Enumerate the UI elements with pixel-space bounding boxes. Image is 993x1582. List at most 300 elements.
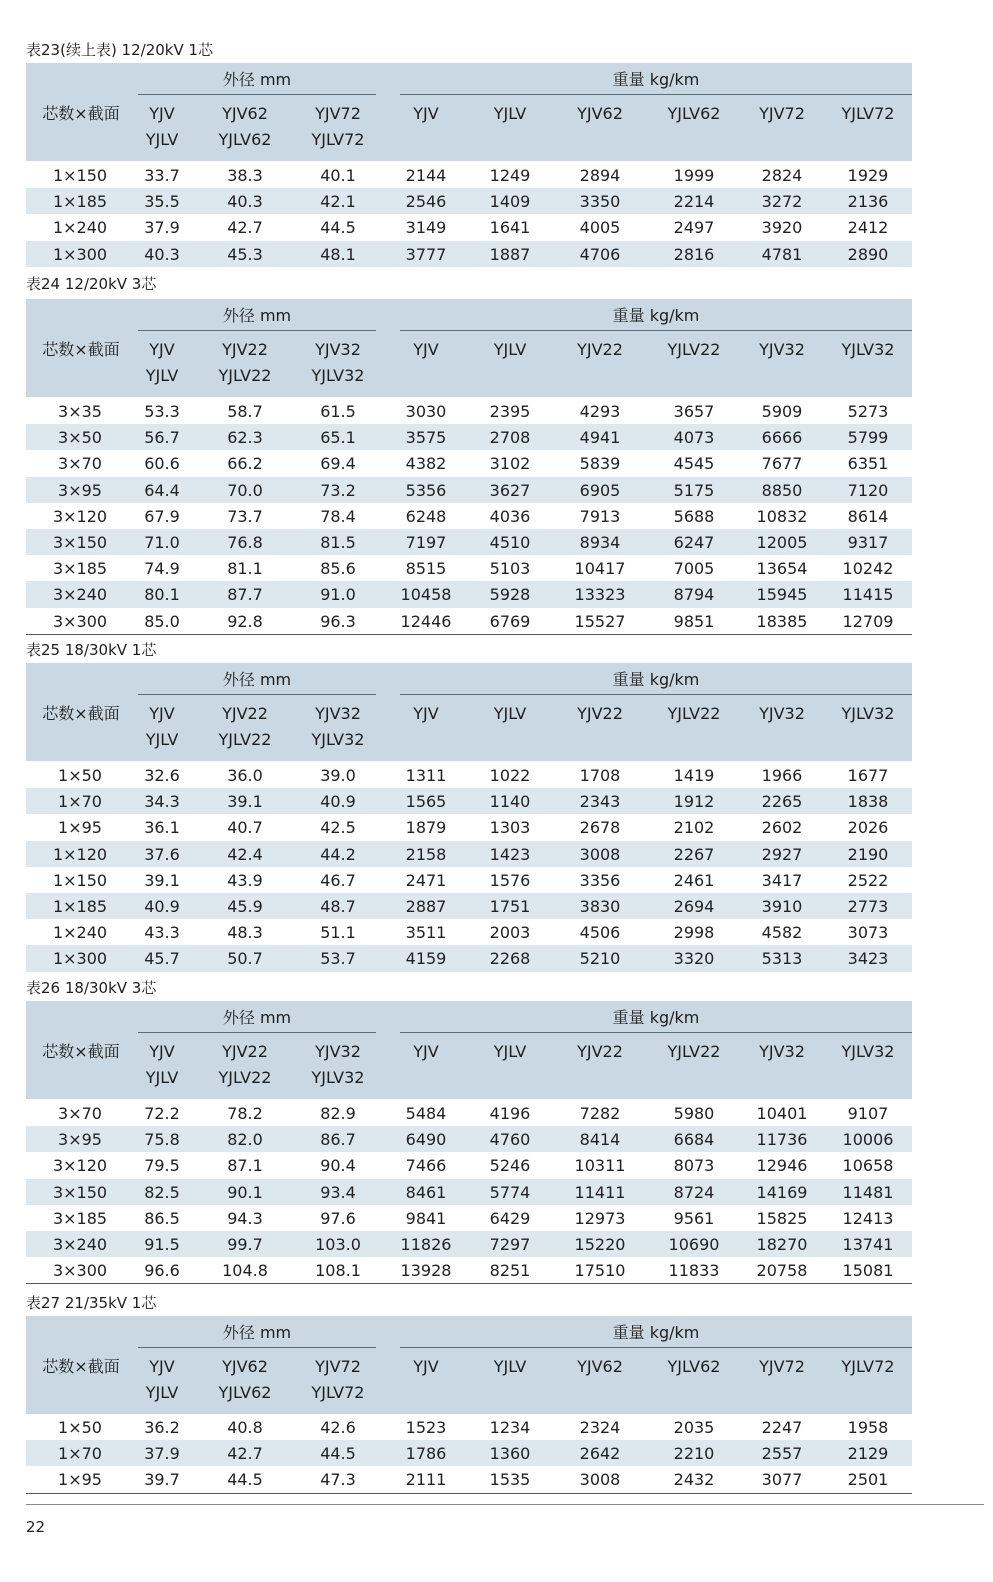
outer-diameter-cell: 40.3 (144, 244, 180, 264)
outer-diameter-cell: 82.0 (227, 1130, 263, 1150)
weight-cell: 2501 (847, 1470, 889, 1490)
weight-group-rule (400, 1032, 912, 1033)
copper-model-label: YJV32 (315, 704, 361, 723)
outer-diameter-cell: 87.1 (227, 1156, 263, 1176)
weight-cell: 4582 (761, 923, 803, 943)
cores-section-cell: 3×95 (58, 1130, 102, 1150)
weight-cell: 2461 (673, 870, 715, 890)
weight-cell: 5356 (405, 480, 447, 500)
weight-cell: 10832 (756, 506, 808, 526)
table-header (26, 663, 912, 761)
weight-group-rule (400, 1347, 912, 1348)
weight-cell: 12946 (756, 1156, 808, 1176)
outer-diameter-cell: 71.0 (144, 533, 180, 552)
table-row (26, 867, 912, 893)
weight-cell: 2003 (489, 923, 531, 943)
weight-cell: 10658 (842, 1156, 894, 1176)
weight-cell: 8850 (761, 480, 803, 500)
weight-group-label: 重量 kg/km (612, 1008, 700, 1027)
cores-section-cell: 3×150 (52, 1182, 108, 1202)
outer-diameter-cell: 91.5 (144, 1235, 180, 1254)
outer-diameter-cell: 35.5 (144, 192, 180, 212)
corner-label: 芯数×截面 (42, 340, 120, 359)
outer-diameter-group-rule (138, 1347, 376, 1348)
weight-column-header (644, 701, 744, 727)
table-row (26, 162, 912, 188)
outer-diameter-cell: 34.3 (144, 792, 180, 812)
outer-diameter-cell: 74.9 (144, 559, 180, 579)
outer-diameter-group-label: 外径 mm (222, 70, 292, 89)
weight-cell: 4196 (489, 1104, 531, 1123)
outer-diameter-cell: 40.9 (320, 792, 356, 812)
outer-diameter-cell: 39.0 (320, 766, 356, 785)
weight-cell: 2210 (673, 1444, 715, 1464)
weight-cell: 2708 (489, 428, 531, 448)
outer-diameter-cell: 72.2 (144, 1104, 180, 1123)
weight-cell: 10417 (574, 559, 626, 579)
weight-column-header (460, 1354, 560, 1380)
cores-section-cell: 3×70 (58, 454, 102, 474)
outer-diameter-cell: 103.0 (315, 1235, 361, 1254)
outer-diameter-group-label: 外径 mm (222, 1008, 292, 1027)
weight-cell: 15220 (574, 1235, 626, 1254)
outer-diameter-cell: 56.7 (144, 428, 180, 448)
weight-cell: 3830 (579, 897, 621, 916)
weight-cell: 1303 (489, 818, 531, 838)
outer-diameter-cell: 48.1 (320, 244, 356, 264)
weight-cell: 1419 (673, 766, 715, 785)
outer-diameter-cell: 81.1 (227, 559, 263, 579)
weight-cell: 2816 (673, 244, 715, 264)
table-row (26, 762, 912, 788)
outer-diameter-cell: 94.3 (227, 1208, 263, 1228)
table-row (26, 788, 912, 814)
weight-cell: 13654 (756, 559, 808, 579)
weight-cell: 3350 (579, 192, 621, 212)
cores-section-cell: 3×300 (52, 611, 108, 631)
outer-column-header (195, 1039, 295, 1091)
cores-section-cell: 1×150 (52, 870, 108, 890)
table-title: 表23(续上表) 12/20kV 1芯 (26, 41, 214, 59)
outer-diameter-cell: 53.7 (320, 949, 356, 969)
weight-cell: 10401 (756, 1104, 808, 1123)
outer-diameter-cell: 40.3 (227, 192, 263, 212)
weight-model-label: YJLV62 (667, 104, 721, 123)
aluminum-model-label: YJLV (145, 730, 179, 749)
weight-column-header (732, 1354, 832, 1380)
outer-diameter-cell: 43.3 (144, 923, 180, 943)
weight-model-label: YJV62 (577, 1357, 623, 1376)
weight-model-label: YJV32 (759, 1042, 805, 1061)
aluminum-model-label: YJLV (145, 130, 179, 149)
corner-label: 芯数×截面 (42, 1357, 120, 1376)
outer-diameter-cell: 42.1 (320, 192, 356, 212)
cores-section-cell: 3×240 (52, 585, 108, 605)
weight-cell: 8461 (405, 1182, 447, 1202)
weight-model-label: YJLV62 (667, 1357, 721, 1376)
aluminum-model-label: YJLV (145, 366, 179, 385)
weight-cell: 9107 (847, 1104, 889, 1123)
weight-column-header (818, 701, 918, 727)
weight-cell: 10311 (574, 1156, 626, 1176)
weight-model-label: YJLV32 (841, 340, 895, 359)
outer-diameter-cell: 45.9 (227, 897, 263, 916)
weight-cell: 5175 (673, 480, 715, 500)
weight-cell: 7282 (579, 1104, 621, 1123)
outer-diameter-cell: 40.7 (227, 818, 263, 838)
weight-cell: 2324 (579, 1418, 621, 1437)
outer-diameter-cell: 61.5 (320, 402, 356, 421)
weight-cell: 4005 (579, 218, 621, 238)
aluminum-model-label: YJLV62 (218, 1383, 272, 1402)
weight-model-label: YJLV72 (841, 1357, 895, 1376)
outer-diameter-cell: 39.1 (144, 870, 180, 890)
weight-cell: 2642 (579, 1444, 621, 1464)
weight-cell: 11411 (574, 1182, 626, 1202)
weight-model-label: YJV (413, 704, 439, 723)
outer-column-header (288, 337, 388, 389)
copper-model-label: YJV32 (315, 340, 361, 359)
weight-column-header (732, 701, 832, 727)
weight-column-header (550, 1354, 650, 1380)
weight-cell: 1999 (673, 166, 715, 185)
weight-model-label: YJLV (493, 104, 527, 123)
weight-model-label: YJV (413, 104, 439, 123)
cores-section-cell: 3×50 (58, 428, 102, 448)
weight-cell: 13323 (574, 585, 626, 605)
table-row (26, 188, 912, 214)
copper-model-label: YJV72 (315, 1357, 361, 1376)
aluminum-model-label: YJLV32 (311, 730, 365, 749)
weight-cell: 2998 (673, 923, 715, 943)
weight-cell: 5210 (579, 949, 621, 969)
table-row (26, 1100, 912, 1126)
weight-model-label: YJLV (493, 1042, 527, 1061)
weight-column-header (550, 1039, 650, 1065)
weight-column-header (818, 1039, 918, 1065)
weight-cell: 5103 (489, 559, 531, 579)
weight-cell: 4545 (673, 454, 715, 474)
weight-cell: 2265 (761, 792, 803, 812)
weight-cell: 2471 (405, 870, 447, 890)
outer-diameter-cell: 48.3 (227, 923, 263, 943)
weight-cell: 1576 (489, 870, 531, 890)
weight-column-header (550, 337, 650, 363)
weight-cell: 7197 (405, 533, 447, 552)
weight-cell: 2602 (761, 818, 803, 838)
weight-cell: 1641 (489, 218, 531, 238)
outer-diameter-cell: 75.8 (144, 1130, 180, 1150)
weight-cell: 11833 (668, 1261, 720, 1281)
table-row (26, 919, 912, 945)
outer-diameter-cell: 37.9 (144, 1444, 180, 1464)
outer-diameter-cell: 50.7 (227, 949, 263, 969)
weight-model-label: YJLV (493, 340, 527, 359)
weight-cell: 15945 (756, 585, 808, 605)
outer-diameter-cell: 86.5 (144, 1208, 180, 1228)
weight-cell: 5928 (489, 585, 531, 605)
weight-column-header (644, 101, 744, 127)
weight-cell: 2522 (847, 870, 889, 890)
outer-diameter-cell: 40.1 (320, 166, 356, 185)
weight-cell: 2546 (405, 192, 447, 212)
table-row (26, 1179, 912, 1205)
cores-section-cell: 3×240 (52, 1235, 108, 1254)
weight-cell: 4781 (761, 244, 803, 264)
cores-section-cell: 1×240 (52, 218, 108, 238)
weight-cell: 10458 (400, 585, 452, 605)
table-title: 表26 18/30kV 3芯 (26, 979, 157, 997)
aluminum-model-label: YJLV72 (311, 130, 365, 149)
outer-column-header (195, 101, 295, 153)
weight-model-label: YJLV32 (841, 704, 895, 723)
outer-diameter-cell: 60.6 (144, 454, 180, 474)
outer-diameter-cell: 45.7 (144, 949, 180, 969)
weight-group-label: 重量 kg/km (612, 1323, 700, 1342)
weight-cell: 2026 (847, 818, 889, 838)
outer-diameter-cell: 48.7 (320, 897, 356, 916)
weight-cell: 4159 (405, 949, 447, 969)
table-header (26, 63, 912, 161)
outer-diameter-cell: 78.4 (320, 506, 356, 526)
outer-diameter-cell: 62.3 (227, 428, 263, 448)
copper-model-label: YJV62 (222, 1357, 268, 1376)
weight-column-header (732, 101, 832, 127)
weight-group-label: 重量 kg/km (612, 70, 700, 89)
weight-cell: 8515 (405, 559, 447, 579)
outer-diameter-cell: 108.1 (315, 1261, 361, 1281)
weight-cell: 3910 (761, 897, 803, 916)
outer-diameter-cell: 96.6 (144, 1261, 180, 1281)
aluminum-model-label: YJLV (145, 1383, 179, 1402)
weight-cell: 3657 (673, 402, 715, 421)
outer-diameter-cell: 78.2 (227, 1104, 263, 1123)
outer-diameter-cell: 58.7 (227, 402, 263, 421)
weight-cell: 1523 (405, 1418, 447, 1437)
outer-diameter-cell: 80.1 (144, 585, 180, 605)
cores-section-cell: 3×300 (52, 1261, 108, 1281)
weight-cell: 5484 (405, 1104, 447, 1123)
weight-cell: 2395 (489, 402, 531, 421)
weight-cell: 1311 (405, 766, 447, 785)
outer-diameter-cell: 39.1 (227, 792, 263, 812)
outer-diameter-cell: 37.9 (144, 218, 180, 238)
outer-diameter-cell: 92.8 (227, 611, 263, 631)
table-header (26, 1001, 912, 1099)
weight-cell: 8251 (489, 1261, 531, 1281)
outer-column-header (288, 701, 388, 753)
weight-cell: 6351 (847, 454, 889, 474)
outer-diameter-cell: 90.1 (227, 1182, 263, 1202)
aluminum-model-label: YJLV22 (218, 366, 272, 385)
weight-cell: 5246 (489, 1156, 531, 1176)
outer-diameter-cell: 40.9 (144, 897, 180, 916)
weight-cell: 8724 (673, 1182, 715, 1202)
corner-label: 芯数×截面 (42, 704, 120, 723)
weight-cell: 1022 (489, 766, 531, 785)
outer-diameter-cell: 90.4 (320, 1156, 356, 1176)
weight-cell: 1234 (489, 1418, 531, 1437)
copper-model-label: YJV (149, 340, 175, 359)
weight-cell: 1929 (847, 166, 889, 185)
corner-label: 芯数×截面 (42, 104, 120, 123)
outer-diameter-cell: 87.7 (227, 585, 263, 605)
weight-cell: 2111 (405, 1470, 447, 1490)
weight-cell: 3511 (405, 923, 447, 943)
weight-cell: 2894 (579, 166, 621, 185)
outer-diameter-cell: 66.2 (227, 454, 263, 474)
weight-cell: 4073 (673, 428, 715, 448)
weight-group-rule (400, 694, 912, 695)
outer-diameter-cell: 96.3 (320, 611, 356, 631)
outer-diameter-cell: 82.9 (320, 1104, 356, 1123)
outer-diameter-cell: 65.1 (320, 428, 356, 448)
weight-cell: 2214 (673, 192, 715, 212)
weight-cell: 12709 (842, 611, 894, 631)
weight-cell: 1249 (489, 166, 531, 185)
outer-diameter-group-rule (138, 330, 376, 331)
weight-model-label: YJLV22 (667, 704, 721, 723)
copper-model-label: YJV (149, 1357, 175, 1376)
weight-cell: 1565 (405, 792, 447, 812)
aluminum-model-label: YJLV62 (218, 130, 272, 149)
weight-column-header (644, 1354, 744, 1380)
cores-section-cell: 1×150 (52, 166, 108, 185)
weight-column-header (550, 101, 650, 127)
cores-section-cell: 1×50 (58, 766, 102, 785)
aluminum-model-label: YJLV22 (218, 730, 272, 749)
outer-diameter-cell: 42.4 (227, 844, 263, 864)
outer-diameter-cell: 85.0 (144, 611, 180, 631)
copper-model-label: YJV (149, 104, 175, 123)
weight-column-header (732, 337, 832, 363)
weight-cell: 6490 (405, 1130, 447, 1150)
outer-diameter-cell: 44.5 (227, 1470, 263, 1490)
weight-cell: 13741 (842, 1235, 894, 1254)
weight-cell: 7466 (405, 1156, 447, 1176)
weight-cell: 10006 (842, 1130, 894, 1150)
weight-column-header (818, 337, 918, 363)
outer-diameter-cell: 67.9 (144, 506, 180, 526)
outer-column-header (288, 1354, 388, 1406)
table-row (26, 1257, 912, 1283)
weight-cell: 2694 (673, 897, 715, 916)
outer-diameter-cell: 42.7 (227, 1444, 263, 1464)
weight-cell: 14169 (756, 1182, 808, 1202)
outer-diameter-cell: 46.7 (320, 870, 356, 890)
weight-cell: 2144 (405, 166, 447, 185)
weight-model-label: YJV (413, 340, 439, 359)
weight-cell: 3423 (847, 949, 889, 969)
weight-cell: 8794 (673, 585, 715, 605)
table-row (26, 529, 912, 555)
outer-diameter-group-rule (138, 1032, 376, 1033)
weight-model-label: YJV22 (577, 704, 623, 723)
weight-cell: 8073 (673, 1156, 715, 1176)
cores-section-cell: 1×70 (58, 792, 102, 812)
table-row (26, 241, 912, 267)
weight-cell: 7913 (579, 506, 621, 526)
table-row (26, 214, 912, 240)
weight-cell: 15825 (756, 1208, 808, 1228)
table-row (26, 477, 912, 503)
weight-cell: 5313 (761, 949, 803, 969)
outer-diameter-cell: 81.5 (320, 533, 356, 552)
copper-model-label: YJV62 (222, 104, 268, 123)
weight-cell: 4941 (579, 428, 621, 448)
weight-cell: 2927 (761, 844, 803, 864)
table-header (26, 299, 912, 397)
cores-section-cell: 1×185 (52, 192, 108, 212)
cores-section-cell: 1×95 (58, 818, 102, 838)
weight-cell: 3627 (489, 480, 531, 500)
weight-model-label: YJV32 (759, 340, 805, 359)
weight-column-header (644, 1039, 744, 1065)
table-row (26, 398, 912, 424)
weight-column-header (460, 1039, 560, 1065)
outer-diameter-cell: 40.8 (227, 1418, 263, 1437)
copper-model-label: YJV (149, 704, 175, 723)
table-row (26, 893, 912, 919)
weight-cell: 8934 (579, 533, 621, 552)
weight-cell: 11415 (842, 585, 894, 605)
weight-cell: 4760 (489, 1130, 531, 1150)
weight-cell: 5909 (761, 402, 803, 421)
weight-model-label: YJV32 (759, 704, 805, 723)
aluminum-model-label: YJLV32 (311, 366, 365, 385)
weight-cell: 3073 (847, 923, 889, 943)
weight-cell: 4293 (579, 402, 621, 421)
weight-cell: 9317 (847, 533, 889, 552)
outer-diameter-cell: 36.1 (144, 818, 180, 838)
weight-cell: 2267 (673, 844, 715, 864)
table-row (26, 945, 912, 971)
weight-group-rule (400, 330, 912, 331)
copper-model-label: YJV22 (222, 340, 268, 359)
weight-cell: 2432 (673, 1470, 715, 1490)
cores-section-cell: 1×300 (52, 949, 108, 969)
weight-cell: 3777 (405, 244, 447, 264)
weight-cell: 7297 (489, 1235, 531, 1254)
table-bottom-rule (26, 634, 912, 635)
weight-cell: 6905 (579, 480, 621, 500)
weight-cell: 2890 (847, 244, 889, 264)
weight-group-label: 重量 kg/km (612, 306, 700, 325)
copper-model-label: YJV (149, 1042, 175, 1061)
outer-column-header (288, 1039, 388, 1091)
weight-cell: 1360 (489, 1444, 531, 1464)
weight-cell: 2343 (579, 792, 621, 812)
outer-diameter-cell: 93.4 (320, 1182, 356, 1202)
outer-diameter-group-label: 外径 mm (222, 306, 292, 325)
weight-cell: 6248 (405, 506, 447, 526)
weight-cell: 2678 (579, 818, 621, 838)
weight-column-header (460, 701, 560, 727)
outer-diameter-cell: 42.6 (320, 1418, 356, 1437)
weight-cell: 20758 (756, 1261, 808, 1281)
outer-diameter-cell: 44.2 (320, 844, 356, 864)
weight-cell: 5980 (673, 1104, 715, 1123)
weight-cell: 2247 (761, 1418, 803, 1437)
outer-diameter-cell: 36.2 (144, 1418, 180, 1437)
weight-cell: 7005 (673, 559, 715, 579)
weight-cell: 2158 (405, 844, 447, 864)
weight-column-header (644, 337, 744, 363)
weight-cell: 3575 (405, 428, 447, 448)
weight-model-label: YJLV22 (667, 1042, 721, 1061)
weight-cell: 2412 (847, 218, 889, 238)
page-number: 22 (26, 1518, 46, 1536)
